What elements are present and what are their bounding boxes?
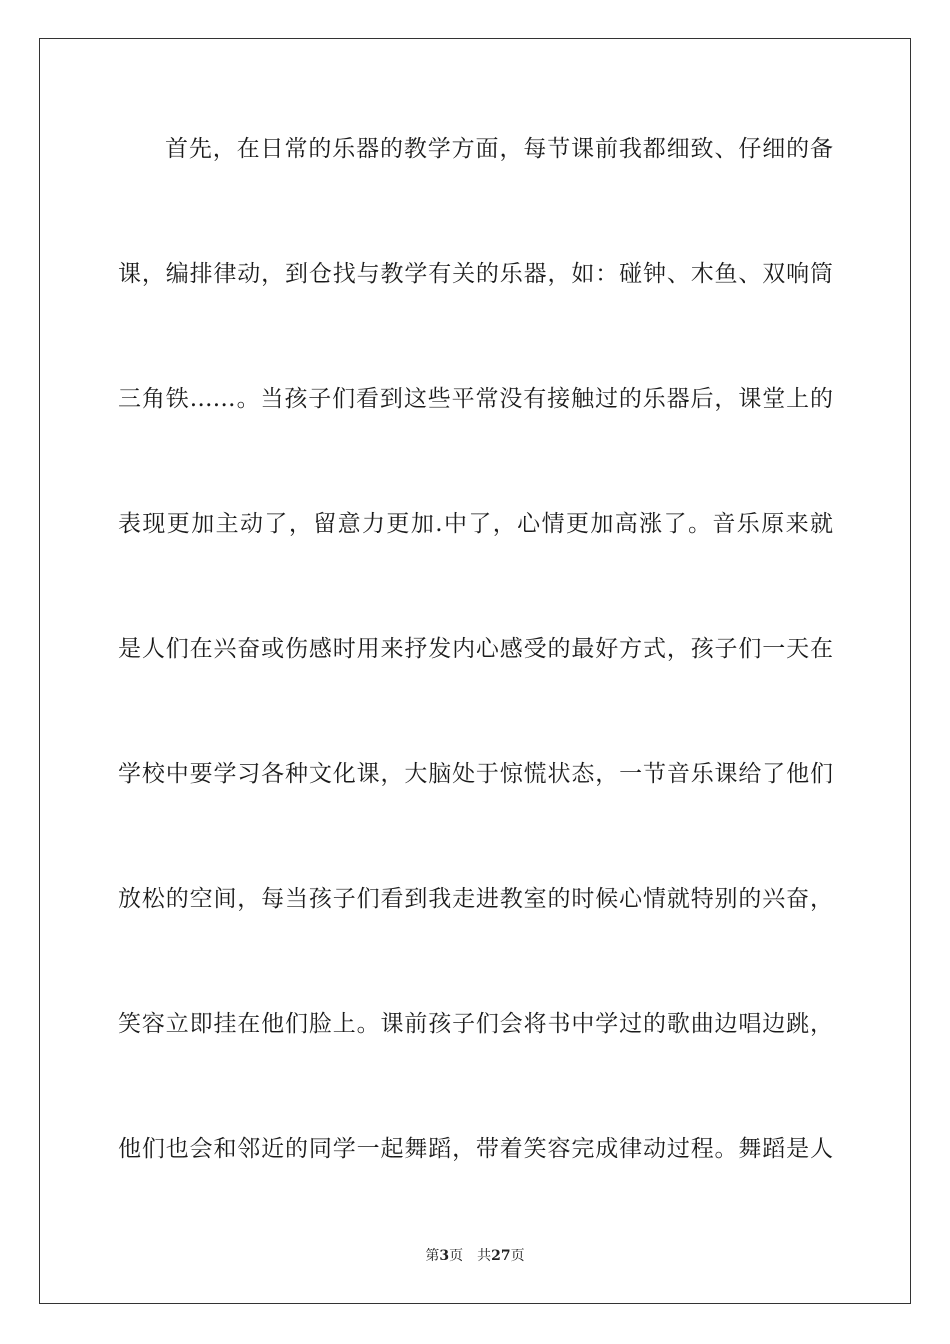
text-line-8: 笑容立即挂在他们脸上。课前孩子们会将书中学过的歌曲边唱边跳， [118,1011,833,1037]
text-line-3: 三角铁……。当孩子们看到这些平常没有接触过的乐器后，课堂上的 [118,386,833,412]
text-line-6: 学校中要学习各种文化课，大脑处于惊慌状态，一节音乐课给了他们 [118,761,833,787]
total-prefix: 共 [477,1248,492,1264]
page-number: 3 [439,1248,450,1264]
text-line-7: 放松的空间，每当孩子们看到我走进教室的时候心情就特别的兴奋， [118,886,833,912]
page-footer [0,1246,950,1266]
text-line-2: 课，编排律动，到仓找与教学有关的乐器，如：碰钟、木鱼、双响筒 [118,261,833,287]
total-suffix: 页 [510,1248,525,1264]
page-border [39,38,911,1304]
text-line-9: 他们也会和邻近的同学一起舞蹈，带着笑容完成律动过程。舞蹈是人 [118,1136,833,1162]
text-line-5: 是人们在兴奋或伤感时用来抒发内心感受的最好方式，孩子们一天在 [118,636,833,662]
text-line-4: 表现更加主动了，留意力更加.中了，心情更加高涨了。音乐原来就 [118,511,833,537]
text-line-1: 首先，在日常的乐器的教学方面，每节课前我都细致、仔细的备 [165,136,833,162]
page-prefix: 第 [425,1248,440,1264]
page-suffix: 页 [449,1248,464,1264]
total-pages: 27 [491,1248,511,1264]
